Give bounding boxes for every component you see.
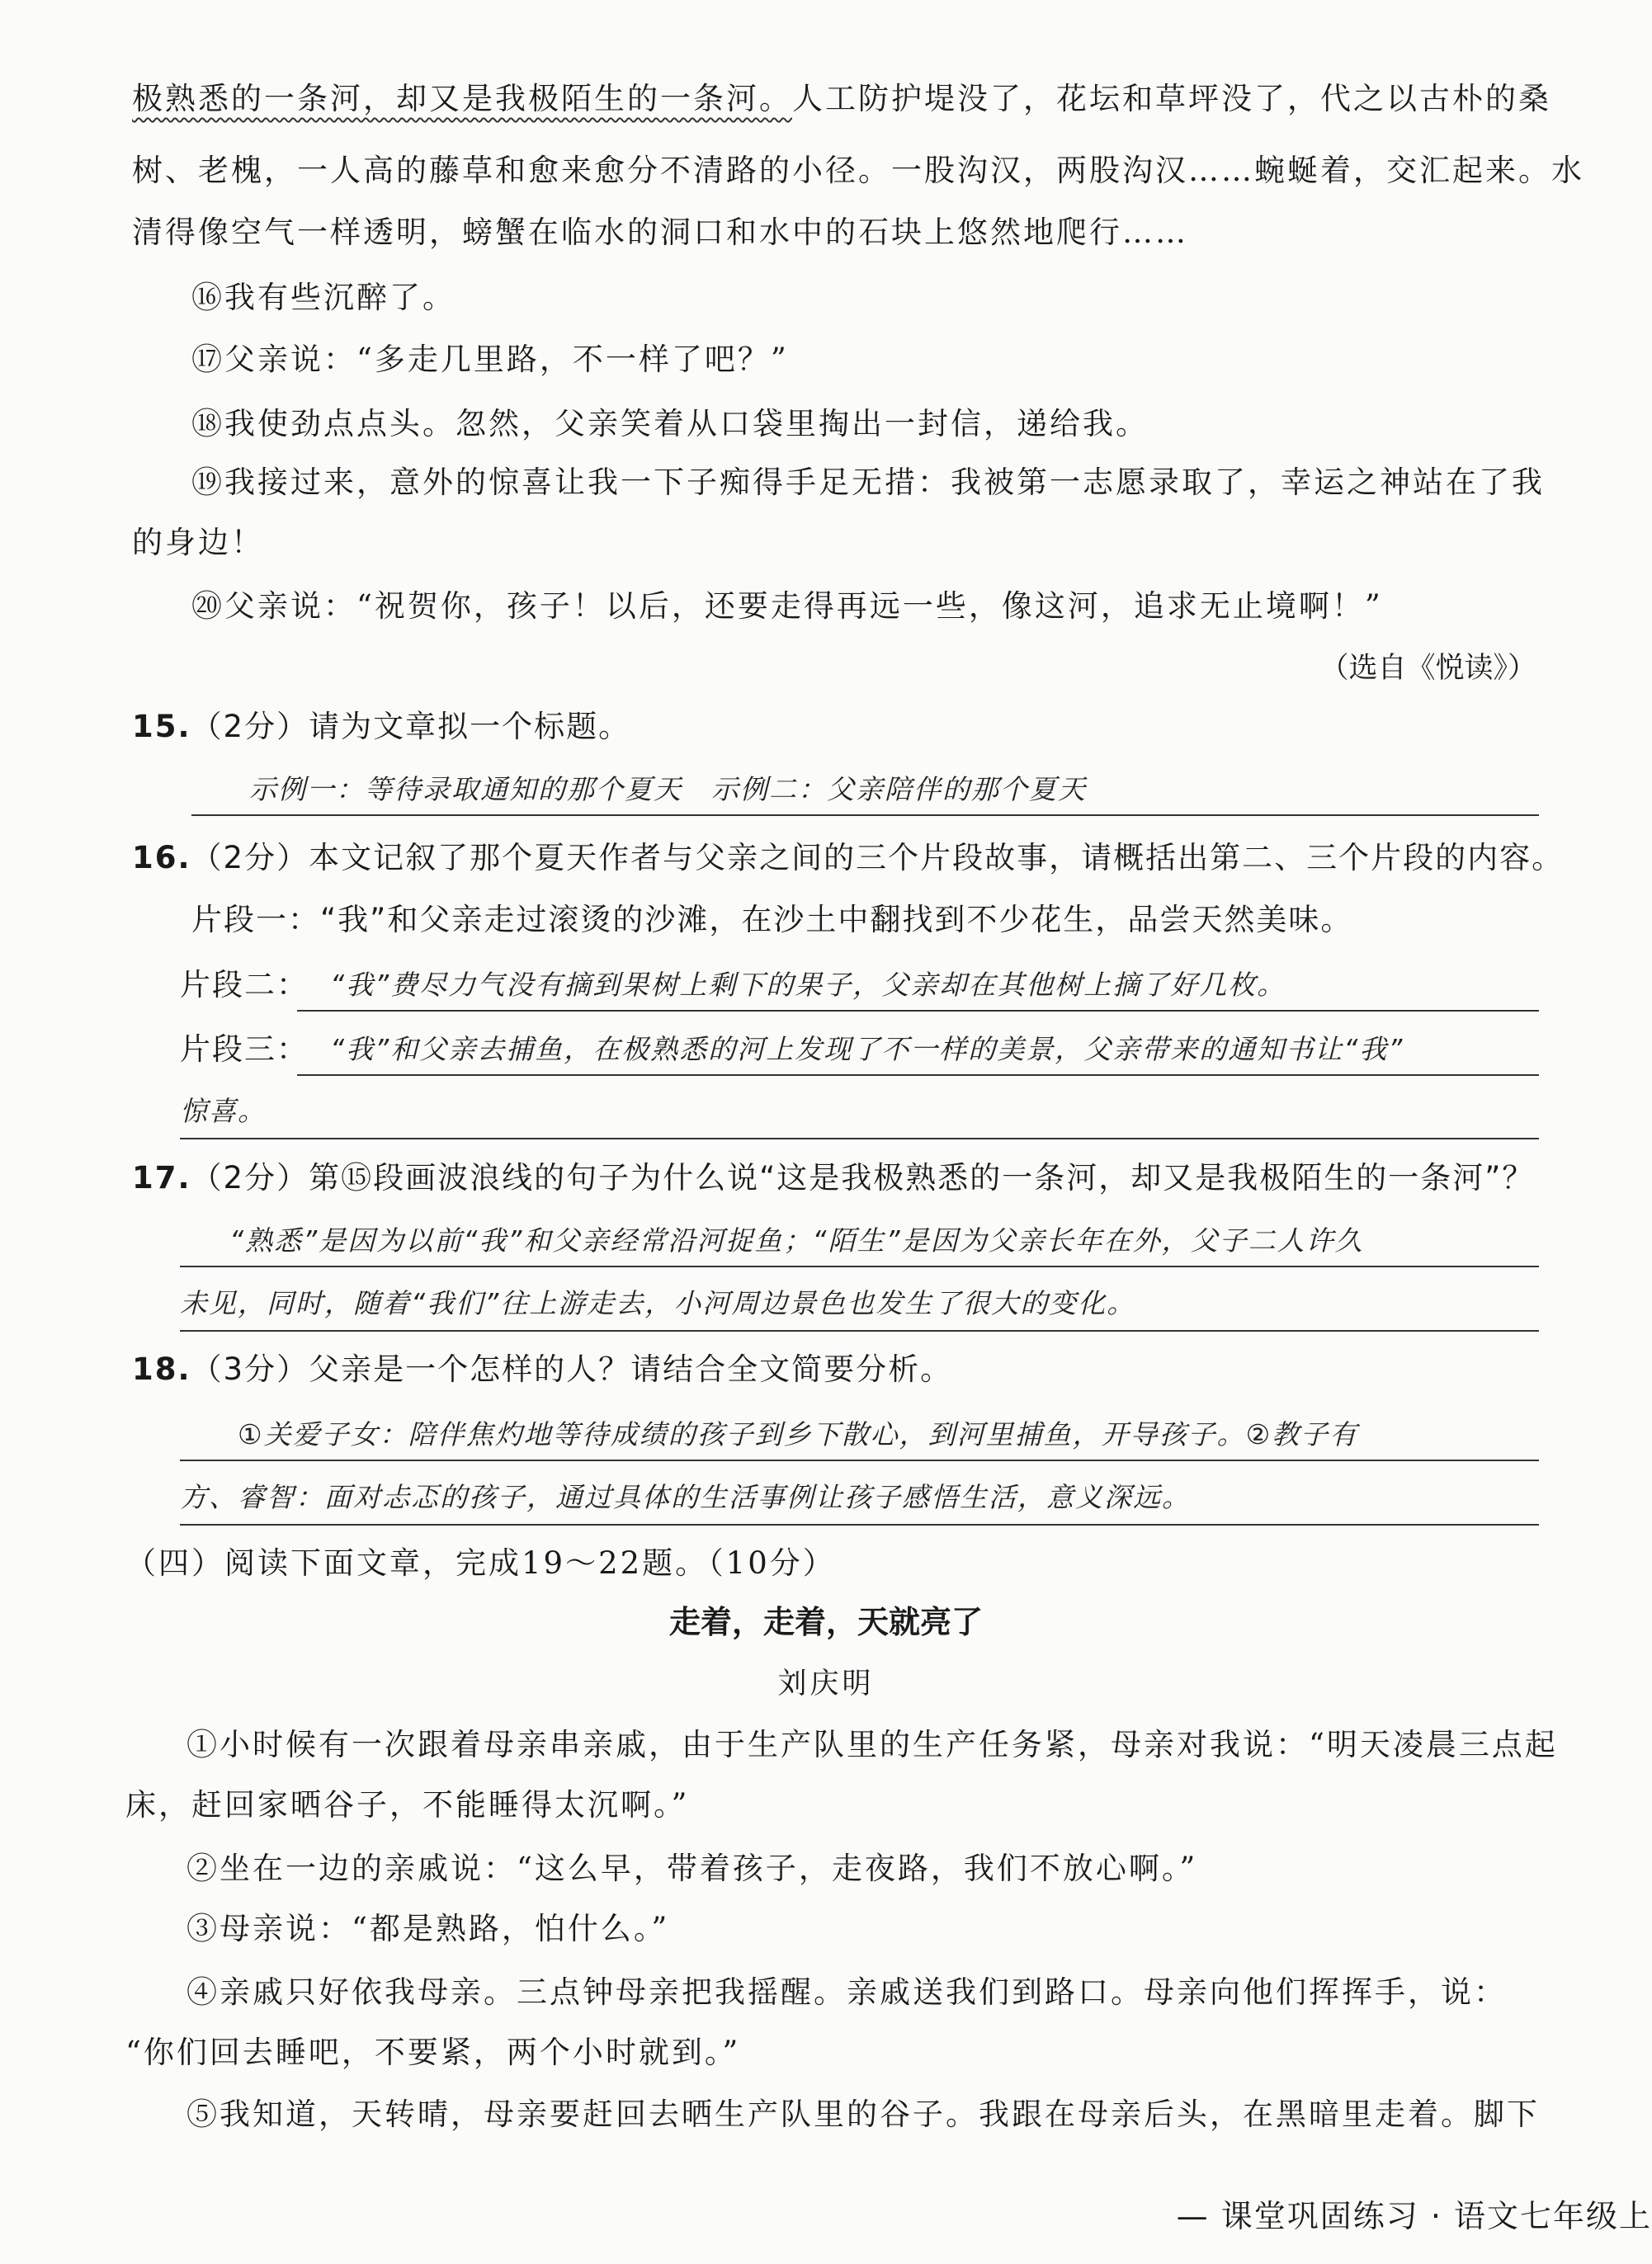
segment-1: 片段一：“我”和父亲走过滚烫的沙滩，在沙土中翻找到不少花生，品尝天然美味。 <box>191 902 1353 937</box>
article-paragraph-1-cont: 床，赶回家晒谷子，不能睡得太沉啊。” <box>125 1787 690 1823</box>
question-16: 16.（2分）本文记叙了那个夏天作者与父亲之间的三个片段故事，请概括出第二、三个片段的内容。 <box>132 840 1565 875</box>
article-paragraph-5: ⑤我知道，天转晴，母亲要赶回去晒生产队里的谷子。我跟在母亲后头，在黑暗里走着。脚下 <box>186 2097 1540 2132</box>
article-paragraph-3: ③母亲说：“都是熟路，怕什么。” <box>186 1911 670 1946</box>
answer-18: ①关爱子女：陪伴焦灼地等待成绩的孩子到乡下散心，到河里捕鱼，开导孩子。②教子有 <box>180 1408 1539 1461</box>
passage-line: 极熟悉的一条河，却又是我极陌生的一条河。人工防护堤没了，花坛和草坪没了，代之以古朴的桑 <box>132 81 1551 116</box>
question-18: 18.（3分）父亲是一个怎样的人？请结合全文简要分析。 <box>132 1351 953 1387</box>
question-15: 15.（2分）请为文章拟一个标题。 <box>132 709 631 744</box>
segment-3-label: 片段三： <box>180 1031 309 1067</box>
segment-2-label: 片段二： <box>180 967 309 1002</box>
wavy-underlined-sentence: 极熟悉的一条河，却又是我极陌生的一条河。 <box>132 81 792 116</box>
article-paragraph-1: ①小时候有一次跟着母亲串亲戚，由于生产队里的生产任务紧，母亲对我说：“明天凌晨三点起 <box>186 1727 1558 1762</box>
segment-2-answer: “我”费尽力气没有摘到果树上剩下的果子，父亲却在其他树上摘了好几枚。 <box>297 959 1539 1012</box>
paragraph-17: ⑰父亲说：“多走几里路，不一样了吧？” <box>191 342 789 377</box>
section-heading: （四）阅读下面文章，完成19～22题。（10分） <box>125 1545 836 1581</box>
paragraph-18: ⑱我使劲点点头。忽然，父亲笑着从口袋里掏出一封信，递给我。 <box>191 406 1149 441</box>
answer-18-cont: 方、睿智：面对忐忑的孩子，通过具体的生活事例让孩子感悟生活，意义深远。 <box>180 1471 1539 1526</box>
paragraph-16: ⑯我有些沉醉了。 <box>191 280 455 315</box>
page-footer: — 课堂巩固练习 · 语文七年级上 <box>1176 2198 1652 2234</box>
article-paragraph-4: ④亲戚只好依我母亲。三点钟母亲把我摇醒。亲戚送我们到路口。母亲向他们挥挥手，说： <box>186 1974 1507 2010</box>
article-author: 刘庆明 <box>777 1667 875 1700</box>
paragraph-20: ⑳父亲说：“祝贺你，孩子！以后，还要走得再远一些，像这河，追求无止境啊！” <box>191 588 1383 624</box>
paragraph-19: ⑲我接过来，意外的惊喜让我一下子痴得手足无措：我被第一志愿录取了，幸运之神站在了我 <box>191 465 1545 500</box>
segment-3-answer: “我”和父亲去捕鱼，在极熟悉的河上发现了不一样的美景，父亲带来的通知书让“我” <box>297 1023 1539 1076</box>
passage-line: 树、老槐，一人高的藤草和愈来愈分不清路的小径。一股沟汉，两股沟汉……蜿蜒着，交汇起来。水 <box>132 153 1584 188</box>
question-17: 17.（2分）第⑮段画波浪线的句子为什么说“这是我极熟悉的一条河，却又是我极陌生的一条河”？ <box>132 1160 1535 1196</box>
source-citation: （选自《悦读》） <box>1319 652 1536 685</box>
passage-line: 清得像空气一样透明，螃蟹在临水的洞口和水中的石块上悠然地爬行…… <box>132 215 1188 250</box>
article-paragraph-2: ②坐在一边的亲戚说：“这么早，带着孩子，走夜路，我们不放心啊。” <box>186 1851 1198 1886</box>
paragraph-19-cont: 的身边！ <box>132 525 264 560</box>
answer-17: “熟悉”是因为以前“我”和父亲经常沿河捉鱼；“陌生”是因为父亲长年在外，父子二人许久 <box>180 1215 1539 1267</box>
answer-17-cont: 未见，同时，随着“我们”往上游走去，小河周边景色也发生了很大的变化。 <box>180 1277 1539 1332</box>
article-paragraph-4-cont: “你们回去睡吧，不要紧，两个小时就到。” <box>125 2035 741 2070</box>
segment-3-answer-cont: 惊喜。 <box>180 1085 1539 1139</box>
article-title: 走着，走着，天就亮了 <box>668 1604 983 1640</box>
answer-15: 示例一：等待录取通知的那个夏天 示例二：父亲陪伴的那个夏天 <box>191 763 1539 816</box>
